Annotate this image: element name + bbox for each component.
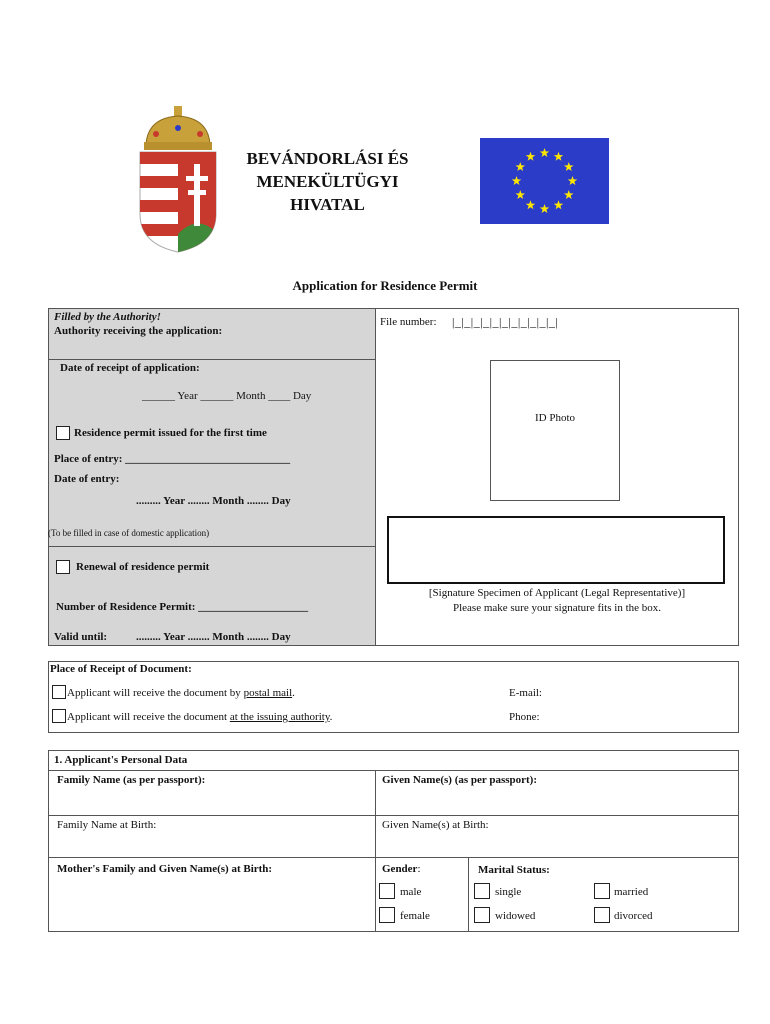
first-time-checkbox[interactable] [56,426,70,440]
divorced-label: divorced [614,910,653,922]
issuing-authority-option [67,711,332,723]
widowed-label: widowed [495,910,536,922]
marital-status-label: Marital Status: [478,864,550,876]
receipt-heading: Place of Receipt of Document: [50,663,192,675]
family-birth-label: Family Name at Birth: [57,819,157,831]
issuing-authority-checkbox[interactable] [52,709,66,723]
eu-star-icon [512,176,522,185]
issuing-option-text: Applicant will receive the document [67,711,230,723]
issuing-option-end: . [329,711,333,723]
agency-name [230,147,425,216]
phone-label: Phone: [509,711,540,723]
given-birth-label: Given Name(s) at Birth: [382,819,489,831]
given-names-label: Given Name(s) (as per passport): [382,774,538,786]
signature-box[interactable] [387,516,725,584]
eu-flag-stars-icon [480,138,609,224]
place-of-entry[interactable]: Place of entry: ______________________________ [54,453,291,465]
single-label: single [495,886,522,898]
postal-mail-option [67,687,295,699]
issuing-authority-link[interactable]: at the issuing authority [229,711,330,723]
divider-2 [48,815,739,816]
single-checkbox[interactable] [474,883,490,899]
mother-name-label: Mother's Family and Given Name(s) at Birth: [57,863,273,875]
divider-3 [48,857,739,858]
coat-of-arms [134,104,222,254]
agency-line-3: HIVATAL [290,195,365,214]
valid-until-field[interactable]: ......... Year ........ Month ........ Day [136,631,291,643]
widowed-checkbox[interactable] [474,907,490,923]
eu-star-icon [554,152,564,161]
eu-star-icon [568,176,578,185]
file-number-field[interactable]: |_|_|_|_|_|_|_|_|_|_|_| [452,315,559,329]
postal-option-text: Applicant will receive the document by [67,687,244,699]
postal-mail-checkbox[interactable] [52,685,66,699]
personal-data-heading: 1. Applicant's Personal Data [54,754,188,766]
female-label: female [400,910,430,922]
gender-text: Gender [382,863,418,875]
renewal-label: Renewal of residence permit [76,561,210,573]
eu-star-icon [564,190,574,199]
signature-caption-1: [Signature Specimen of Applicant (Legal Representative)] [428,587,686,599]
family-name-label: Family Name (as per passport): [57,774,206,786]
authority-receiving-label: Authority receiving the application: [54,325,223,337]
male-label: male [400,886,422,898]
date-receipt-field[interactable]: ______ Year ______ Month ____ Day [142,390,312,402]
permit-number[interactable]: Number of Residence Permit: ____________________ [56,601,309,613]
email-label: E-mail: [509,687,542,699]
eu-star-icon [516,162,526,171]
eu-star-icon [540,148,550,157]
divider-1 [48,770,739,771]
married-label: married [614,886,649,898]
col-divider [375,770,376,932]
married-checkbox[interactable] [594,883,610,899]
date-of-entry-label: Date of entry: [54,473,120,485]
date-of-entry-field[interactable]: ......... Year ........ Month ........ Day [136,495,291,507]
coat-of-arms-icon [134,104,222,254]
gender-label [382,863,421,875]
file-number-label: File number: [380,316,437,328]
date-receipt-label: Date of receipt of application: [60,362,200,374]
filled-by-authority: Filled by the Authority! [54,311,161,323]
eu-star-icon [554,200,564,209]
id-photo-box [490,360,620,501]
male-checkbox[interactable] [379,883,395,899]
postal-mail-link[interactable]: postal mail [243,687,293,699]
valid-until-label: Valid until: [54,631,108,643]
divorced-checkbox[interactable] [594,907,610,923]
domestic-note: (To be filled in case of domestic application) [48,528,210,538]
agency-line-2: MENEKÜLTÜGYI [256,172,399,191]
eu-star-icon [564,162,574,171]
signature-caption-2: Please make sure your signature fits in the box. [452,602,662,614]
female-checkbox[interactable] [379,907,395,923]
id-photo-label: ID Photo [534,412,576,424]
first-time-label: Residence permit issued for the first time [74,427,267,439]
agency-line-1: BEVÁNDORLÁSI ÉS [246,149,409,168]
gender-colon: : [417,863,421,875]
eu-flag [480,138,609,224]
form-title: Application for Residence Permit [292,278,478,293]
postal-option-end: . [292,687,295,699]
eu-star-icon [540,204,550,213]
eu-star-icon [516,190,526,199]
eu-star-icon [526,152,536,161]
gender-divider [468,857,469,932]
domestic-divider [48,546,376,547]
eu-star-icon [526,200,536,209]
renewal-checkbox[interactable] [56,560,70,574]
